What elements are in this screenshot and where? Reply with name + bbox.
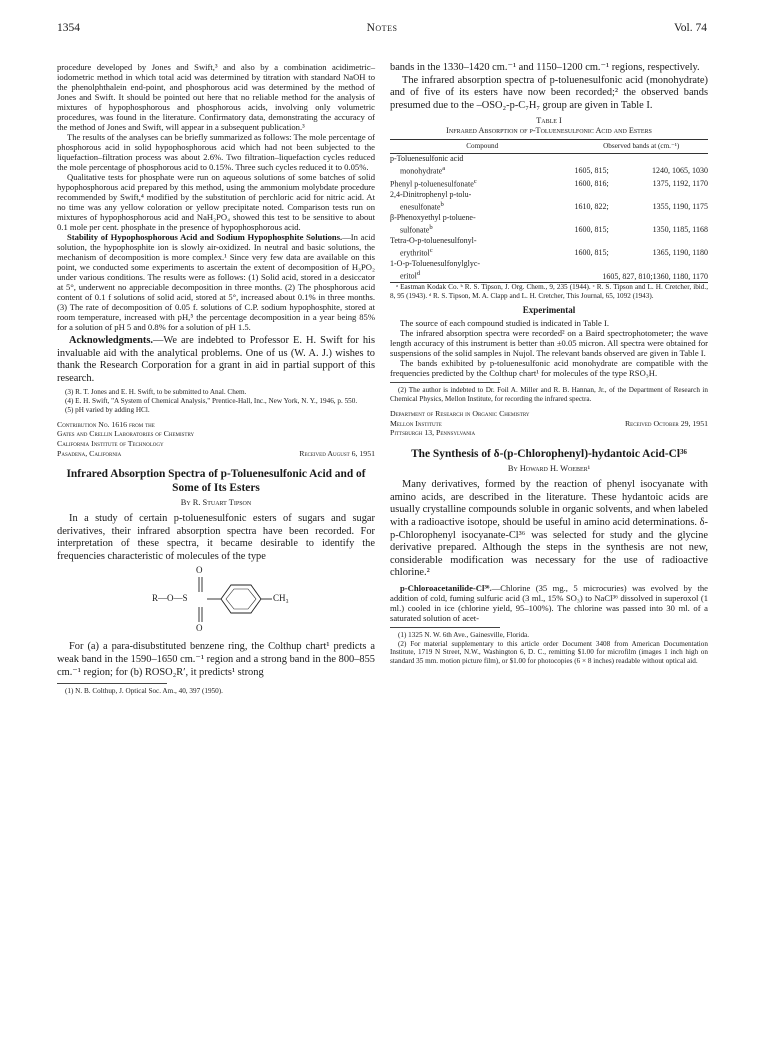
affiliation-city: Pittsburgh 13, Pennsylvania (390, 428, 476, 438)
benzene-ring-diagram (57, 565, 375, 635)
ack-heading: Acknowledgments. (69, 335, 153, 346)
footnote: (2) The author is indebted to Dr. Foil A. Miller and R. B. Hannan, Jr., of the Department of Research in Chemical Physics, Mellon Institute, for recording the infrared spectra. (390, 386, 708, 404)
paragraph: The results of the analyses can be briefly summarized as follows: The mole percentage of phosphorous acid in solid hypophosphorous acid which had not been subjected to the liquefaction–filtration process was about 2.6%. Two filtration–liquefaction cycles reduced the mole percentage of phosphorous acid to 0.15%. Three such cycles reduced it to 0.05%. (57, 132, 375, 172)
right-column (390, 62, 708, 666)
table-note-ref: b (429, 223, 433, 231)
band-value: 1600, 816; (574, 179, 609, 189)
affiliation-city: Pasadena, California (57, 448, 122, 458)
article-title: Infrared Absorption Spectra of p-Toluenesulfonic Acid and of Some of Its Esters (66, 468, 366, 494)
compound-name: p-Toluenesulfonic acid (390, 153, 464, 163)
paragraph: Many derivatives, formed by the reaction of phenyl isocyanate with amino acids, are described in the literature. These hydantoic acids are usually crystalline compounds soluble in organic solvents, and when labeled with a radioactive isotope, should be useful in amino acid determinations. δ-p-Chlorophenyl isocyanate-Cl³⁶ was selected for study and the glycine derivative prepared. Although the steps in the synthesis are not new, considerable modification was necessary for the use of radioactive chlorine.² (390, 479, 708, 579)
table-row (390, 190, 708, 200)
table-note-ref: a (442, 164, 446, 172)
table-note-ref: c (473, 177, 477, 185)
table-title: Infrared Absorption of p-Toluenesulfonic Acid and Esters (446, 126, 652, 136)
table-row (390, 246, 708, 259)
paragraph: bands in the 1330–1420 cm.⁻¹ and 1150–1200 cm.⁻¹ regions, respectively. (390, 62, 700, 73)
paragraph (57, 232, 375, 332)
left-column (57, 62, 375, 696)
footnote: (1) 1325 N. W. 6th Ave., Gainesville, Florida. (398, 630, 530, 639)
page-number: 1354 (57, 22, 80, 34)
table-note-ref: b (440, 200, 444, 208)
table-row (390, 200, 708, 213)
received-date: Received October 29, 1951 (624, 418, 708, 428)
page-header (57, 22, 707, 38)
data-table (390, 139, 708, 281)
paragraph: Qualitative tests for phosphate were run on aqueous solutions of some batches of solid hypophosphorous acid prepared by this method, using the ammonium molybdate procedure recommended by Swift,⁴ modified by the substitution of perchloric acid for nitric acid. At no time was any yellow coloration or yellow precipitate noted. Comparison tests run on mixtures of hypophosphorous acid and NaH₂PO₄ showed this test to be sensitive to about 0.1 mole per cent. phosphate in the presence of hypophosphorous acid. (57, 172, 375, 232)
section-title: Notes (366, 22, 398, 34)
volume-label: Vol. 74 (673, 22, 707, 34)
oxygen-bottom: O (196, 623, 203, 634)
affiliation-line: Gates and Crellin Laboratories of Chemistry (57, 429, 195, 439)
band-value: 1360, 1180, 1170 (652, 271, 708, 281)
received-date: Received August 6, 1951 (299, 448, 375, 458)
band-value: 1365, 1190, 1180 (652, 248, 708, 258)
affiliation-line: Contribution No. 1616 from the (57, 419, 155, 429)
compound-name: monohydrate (400, 166, 443, 176)
paragraph-heading: Stability of Hypophosphorous Acid and Sodium Hypophosphite Solutions. (67, 232, 343, 242)
table-row (390, 213, 708, 223)
compound-name: 2,4-Dinitrophenyl p-tolu- (390, 189, 472, 199)
oxygen-top: O (196, 565, 203, 576)
article-title: The Synthesis of δ-(p-Chlorophenyl)-hydantoic Acid-Cl³⁶ (411, 447, 687, 460)
band-value: 1605, 827, 810; (602, 271, 653, 281)
footnote: (2) For material supplementary to this article order Document 3408 from American Documentation Institute, 1719 N Street, N.W., Washington 6, D. C., remitting $1.00 for microfilm (images 1 inch high on standard 35 mm. motion picture film), or $1.00 for photocopies (6 × 8 inches) readable without optical aid. (390, 639, 708, 666)
article-author: By R. Stuart Tipson (180, 497, 252, 507)
acknowledgments (57, 335, 375, 385)
band-value: 1375, 1192, 1170 (652, 179, 708, 189)
table-row (390, 259, 708, 269)
table-row (390, 153, 708, 164)
paragraph: The bands exhibited by p-toluenesulfonic acid monohydrate are compatible with the frequencies predicted by the Colthup chart¹ for molecules of the type RSO₃H. (390, 358, 708, 379)
table-note-ref: c (429, 246, 433, 254)
band-value: 1600, 815; (574, 225, 609, 235)
r-o-s-label: R—O—S (152, 593, 188, 604)
band-value: 1610, 822; (574, 202, 609, 212)
paragraph: For (a) a para-disubstituted benzene ring, the Colthup chart¹ predicts a weak band in the 1590–1650 cm.⁻¹ region and a strong band in the 800–855 cm.⁻¹ region; for (b) ROSO₂R′, it predicts¹ strong (57, 641, 375, 678)
paragraph: In a study of certain p-toluenesulfonic esters of sugars and sugar derivatives, their infrared absorption spectra have been recorded. For interpretation of these spectra, it became desirable to identify the frequencies characteristic of molecules of the type (57, 512, 375, 562)
paragraph: procedure developed by Jones and Swift,³ and also by a combination acidimetric–iodometric method in which total acid was determined by titration with standard NaOH to the phenolphthalein end-point, and phosphorous acid was determined by the method of Jones and Swift. It should be pointed out here that no reliable method for the analysis of mixtures of hypophosphorous and phosphorous acids, involving only volumetric procedures, was found in the literature. Confirmatory data, demonstrating the accuracy of the method of Jones and Swift, will appear in a subsequent publication.³ (57, 62, 375, 132)
band-value: 1600, 815; (574, 248, 609, 258)
compound-name: sulfonate (400, 225, 430, 235)
affiliation (57, 420, 375, 458)
affiliation-line: Mellon Institute (390, 418, 442, 428)
paragraph: The source of each compound studied is indicated in Table I. (400, 318, 610, 329)
table-note-ref: d (416, 269, 421, 277)
column-header: Compound (390, 140, 574, 153)
column-header: Observed bands at (cm.⁻¹) (574, 140, 708, 153)
compound-name: Phenyl p-toluenesulfonate (390, 179, 474, 189)
band-value: 1240, 1065, 1030 (652, 166, 708, 176)
table-notes: ᵃ Eastman Kodak Co. ᵇ R. S. Tipson, J. Org. Chem., 9, 235 (1944). ᶜ R. S. Tipson and L. H. Cretcher, ibid., 8, 95 (1943). ᵈ R. S. Tipson, M. A. Clapp and L. H. Cretcher, This Journal, 65, 1092 (1943). (390, 282, 708, 300)
compound-name: Tetra-O-p-toluenesulfonyl- (390, 235, 477, 245)
band-value: 1350, 1185, 1168 (652, 225, 708, 235)
table-row (390, 164, 708, 177)
table-caption: Table I (536, 116, 562, 126)
band-value: 1605, 815; (574, 166, 609, 176)
ack-body: —We are indebted to Professor E. H. Swift for his invaluable aid with the analytical problems. One of us (W. A. J.) wishes to thank the Research Corporation for a grant in aid in partial support of this research. (57, 335, 375, 384)
article-author: By Howard H. Woeber¹ (507, 464, 591, 474)
footnote: (5) pH varied by adding HCl. (65, 405, 150, 414)
affiliation-line: California Institute of Technology (57, 438, 164, 448)
compound-name: 1-O-p-Toluenesulfonylglyc- (390, 258, 481, 268)
footnote: (1) N. B. Colthup, J. Optical Soc. Am., 40, 397 (1950). (65, 687, 223, 696)
paragraph-body: —In acid solution, the hypophosphite ion is slowly air-oxidized. In neutral and basic solutions, the mechanism of decomposition is more complex.¹ Since very few data are available on this point, we conducted some experiments to ascertain the extent of decomposition of H₃PO₂ under various conditions. The results were as follows: (1) Solid acid, stored in a desiccator at 5°, underwent no appreciable decomposition in three months. (2) The phosphorous acid content of 0.1 f solutions of solid acid, stored at 5°, increased about 0.1% in three months. (3) The rate of decomposition of 0.05 f. solutions of C.P. sodium hypophosphite, stored at room temperature, increased with pH,⁵ the percentage decomposition in a year being 85% for a solution of pH 5 and 0.8% for a solution of pH 1.5. (57, 232, 375, 332)
methyl-label: CH₃ (273, 593, 289, 604)
table-row (390, 269, 708, 282)
footnote: (4) E. H. Swift, "A System of Chemical Analysis," Prentice-Hall, Inc., New York, N. Y., 1946, p. 550. (65, 397, 358, 406)
compound-name: enesulfonate (400, 202, 441, 212)
compound-name: erythritol (400, 248, 430, 258)
table-row (390, 223, 708, 236)
chemical-structure (57, 565, 375, 635)
paragraph-heading: p-Chloroacetanilide-Cl³⁶. (400, 582, 492, 593)
paragraph (390, 583, 708, 623)
table-row (390, 177, 708, 190)
paragraph-body: —Chlorine (35 mg., 5 microcuries) was evolved by the addition of cold, fuming sulfuric acid (3 ml., 15% SO₃) to NaCl³⁶ dissolved in superoxol (1 ml.) cooled in ice (chlorine yield, 95–100%). The chlorine was passed into 30 ml. of a saturated solution of acet- (390, 582, 708, 623)
compound-name: β-Phenoxyethyl p-toluene- (390, 212, 476, 222)
paragraph: The infrared absorption spectra were recorded² on a Baird spectrophotometer; the wave length accuracy of this instrument is better than ±0.05 micron. All spectra were obtained for suspensions of the solid samples in Nujol. The relevant bands observed are given in Table I. (390, 328, 708, 359)
section-heading: Experimental (522, 305, 576, 316)
band-value: 1355, 1190, 1175 (652, 202, 708, 212)
table-row (390, 236, 708, 246)
affiliation-line: Department of Research in Organic Chemistry (390, 408, 530, 418)
paragraph: The infrared absorption spectra of p-toluenesulfonic acid (monohydrate) and of five of its esters have now been recorded;² the observed bands presumed due to the –OSO₂-p-C₇H₇ group are given in Table I. (390, 74, 708, 111)
footnote: (3) R. T. Jones and E. H. Swift, to be submitted to Anal. Chem. (65, 388, 247, 397)
affiliation (390, 409, 708, 438)
compound-name: eritol (400, 271, 417, 281)
